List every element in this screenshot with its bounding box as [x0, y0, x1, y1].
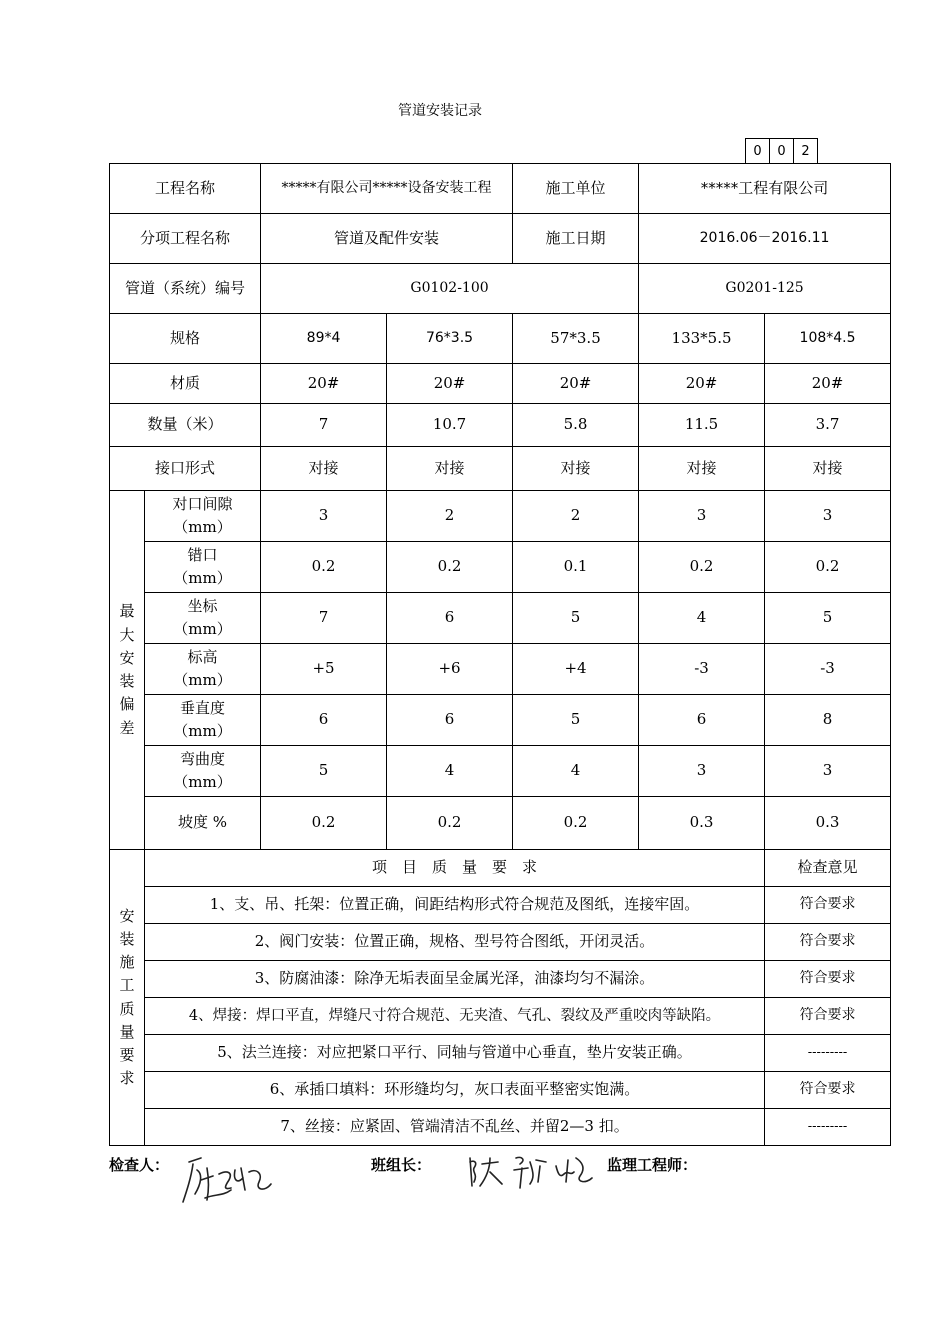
deviation-value: 6: [261, 695, 387, 746]
deviation-value: 0.2: [261, 797, 387, 850]
joint-row: [110, 447, 891, 491]
pipe-no-label: 管道（系统）编号: [110, 264, 261, 314]
quality-row: [110, 998, 891, 1035]
deviation-value: 0.2: [387, 797, 513, 850]
deviation-value: -3: [765, 644, 891, 695]
quality-opinion: 符合要求: [765, 887, 891, 924]
quantity-label: 数量（米）: [110, 404, 261, 447]
quality-requirement: 7、丝接：应紧固、管端清洁不乱丝、并留2—3 扣。: [145, 1109, 765, 1146]
deviation-row: [110, 695, 891, 746]
project-name-value: *****有限公司*****设备安装工程: [261, 164, 513, 214]
quality-opinion: 符合要求: [765, 1072, 891, 1109]
quality-opinion-header: 检查意见: [765, 850, 891, 887]
deviation-value: 0.2: [639, 542, 765, 593]
material-value: 20#: [639, 364, 765, 404]
quality-opinion: ---------: [765, 1109, 891, 1146]
quantity-value: 5.8: [513, 404, 639, 447]
joint-label: 接口形式: [110, 447, 261, 491]
serial-digit: 0: [746, 139, 770, 164]
quantity-row: [110, 404, 891, 447]
deviation-label: 对口间隙 （mm）: [145, 491, 261, 542]
deviation-value: 5: [513, 695, 639, 746]
deviation-value: 0.2: [261, 542, 387, 593]
deviation-label: 垂直度 （mm）: [145, 695, 261, 746]
deviation-label: 标高 （mm）: [145, 644, 261, 695]
quality-opinion: 符合要求: [765, 998, 891, 1035]
deviation-value: 3: [639, 746, 765, 797]
quality-opinion: 符合要求: [765, 961, 891, 998]
deviation-value: 2: [513, 491, 639, 542]
deviation-value: 0.3: [639, 797, 765, 850]
quality-requirement: 6、承插口填料：环形缝均匀，灰口表面平整密实饱满。: [145, 1072, 765, 1109]
material-value: 20#: [765, 364, 891, 404]
joint-value: 对接: [765, 447, 891, 491]
quality-requirement: 5、法兰连接：对应把紧口平行、同轴与管道中心垂直，垫片安装正确。: [145, 1035, 765, 1072]
deviation-value: 2: [387, 491, 513, 542]
sub-project-value: 管道及配件安装: [261, 214, 513, 264]
material-label: 材质: [110, 364, 261, 404]
deviation-value: 0.1: [513, 542, 639, 593]
pipe-no-2: G0201-125: [639, 264, 891, 314]
signature-area: [109, 1150, 890, 1210]
spec-row: [110, 314, 891, 364]
project-name-label: 工程名称: [110, 164, 261, 214]
quality-opinion: ---------: [765, 1035, 891, 1072]
material-row: [110, 364, 891, 404]
quantity-value: 3.7: [765, 404, 891, 447]
deviation-value: 5: [765, 593, 891, 644]
spec-label: 规格: [110, 314, 261, 364]
spec-value: 89*4: [261, 314, 387, 364]
material-value: 20#: [387, 364, 513, 404]
date-value: 2016.06－2016.11: [639, 214, 891, 264]
quantity-value: 7: [261, 404, 387, 447]
joint-value: 对接: [639, 447, 765, 491]
quality-group-label: 安 装 施 工 质 量 要 求: [110, 850, 145, 1146]
deviation-value: +4: [513, 644, 639, 695]
quality-row: [110, 924, 891, 961]
deviation-row: [110, 644, 891, 695]
date-label: 施工日期: [513, 214, 639, 264]
deviation-row: [110, 593, 891, 644]
spec-value: 108*4.5: [765, 314, 891, 364]
quality-requirement: 1、支、吊、托架：位置正确，间距结构形式符合规范及图纸，连接牢固。: [145, 887, 765, 924]
deviation-value: 3: [765, 491, 891, 542]
deviation-value: 3: [765, 746, 891, 797]
contractor-value: *****工程有限公司: [639, 164, 891, 214]
deviation-label: 弯曲度 （mm）: [145, 746, 261, 797]
quality-row: [110, 1035, 891, 1072]
deviation-group-label: 最 大 安 装 偏 差: [110, 491, 145, 850]
quality-header-row: [110, 850, 891, 887]
deviation-value: 5: [261, 746, 387, 797]
deviation-value: +6: [387, 644, 513, 695]
record-table: [109, 163, 891, 1146]
deviation-value: 4: [513, 746, 639, 797]
quality-requirement-header: 项 目 质 量 要 求: [145, 850, 765, 887]
deviation-row: [110, 746, 891, 797]
deviation-row: [110, 491, 891, 542]
quality-row: [110, 961, 891, 998]
joint-value: 对接: [261, 447, 387, 491]
spec-value: 76*3.5: [387, 314, 513, 364]
material-value: 20#: [261, 364, 387, 404]
deviation-value: 4: [387, 746, 513, 797]
material-value: 20#: [513, 364, 639, 404]
spec-value: 57*3.5: [513, 314, 639, 364]
team-leader-label: 班组长：: [371, 1156, 432, 1174]
deviation-value: 0.2: [513, 797, 639, 850]
deviation-value: 6: [387, 593, 513, 644]
deviation-row: [110, 542, 891, 593]
project-row: [110, 164, 891, 214]
deviation-label: 坐标 （mm）: [145, 593, 261, 644]
quality-requirement: 2、阀门安装：位置正确，规格、型号符合图纸，开闭灵活。: [145, 924, 765, 961]
quantity-value: 11.5: [639, 404, 765, 447]
deviation-value: 0.2: [765, 542, 891, 593]
quality-row: [110, 887, 891, 924]
deviation-value: -3: [639, 644, 765, 695]
deviation-value: 8: [765, 695, 891, 746]
deviation-value: 7: [261, 593, 387, 644]
deviation-value: 6: [639, 695, 765, 746]
sub-project-row: [110, 214, 891, 264]
team-leader-signature: [464, 1148, 604, 1193]
deviation-row: [110, 797, 891, 850]
inspector-label: 检查人：: [109, 1156, 170, 1174]
deviation-label: 坡度 %: [145, 797, 261, 850]
quality-requirement: 4、焊接：焊口平直，焊缝尺寸符合规范、无夹渣、气孔、裂纹及严重咬肉等缺陷。: [145, 998, 765, 1035]
pipe-no-1: G0102-100: [261, 264, 639, 314]
deviation-value: 4: [639, 593, 765, 644]
joint-value: 对接: [387, 447, 513, 491]
deviation-value: 5: [513, 593, 639, 644]
serial-digit: 2: [794, 139, 818, 164]
serial-number-box: [745, 138, 818, 164]
joint-value: 对接: [513, 447, 639, 491]
supervisor-label: 监理工程师：: [607, 1156, 698, 1174]
pipe-no-row: [110, 264, 891, 314]
deviation-value: +5: [261, 644, 387, 695]
contractor-label: 施工单位: [513, 164, 639, 214]
quality-opinion: 符合要求: [765, 924, 891, 961]
deviation-value: 0.3: [765, 797, 891, 850]
quality-row: [110, 1109, 891, 1146]
serial-digit: 0: [770, 139, 794, 164]
deviation-label: 错口 （mm）: [145, 542, 261, 593]
inspector-signature: [179, 1150, 279, 1205]
quality-requirement: 3、防腐油漆：除净无垢表面呈金属光泽，油漆均匀不漏涂。: [145, 961, 765, 998]
spec-value: 133*5.5: [639, 314, 765, 364]
document-title: 管道安装记录: [398, 103, 482, 119]
deviation-value: 3: [639, 491, 765, 542]
sub-project-label: 分项工程名称: [110, 214, 261, 264]
deviation-value: 6: [387, 695, 513, 746]
deviation-value: 0.2: [387, 542, 513, 593]
quality-row: [110, 1072, 891, 1109]
deviation-value: 3: [261, 491, 387, 542]
quantity-value: 10.7: [387, 404, 513, 447]
